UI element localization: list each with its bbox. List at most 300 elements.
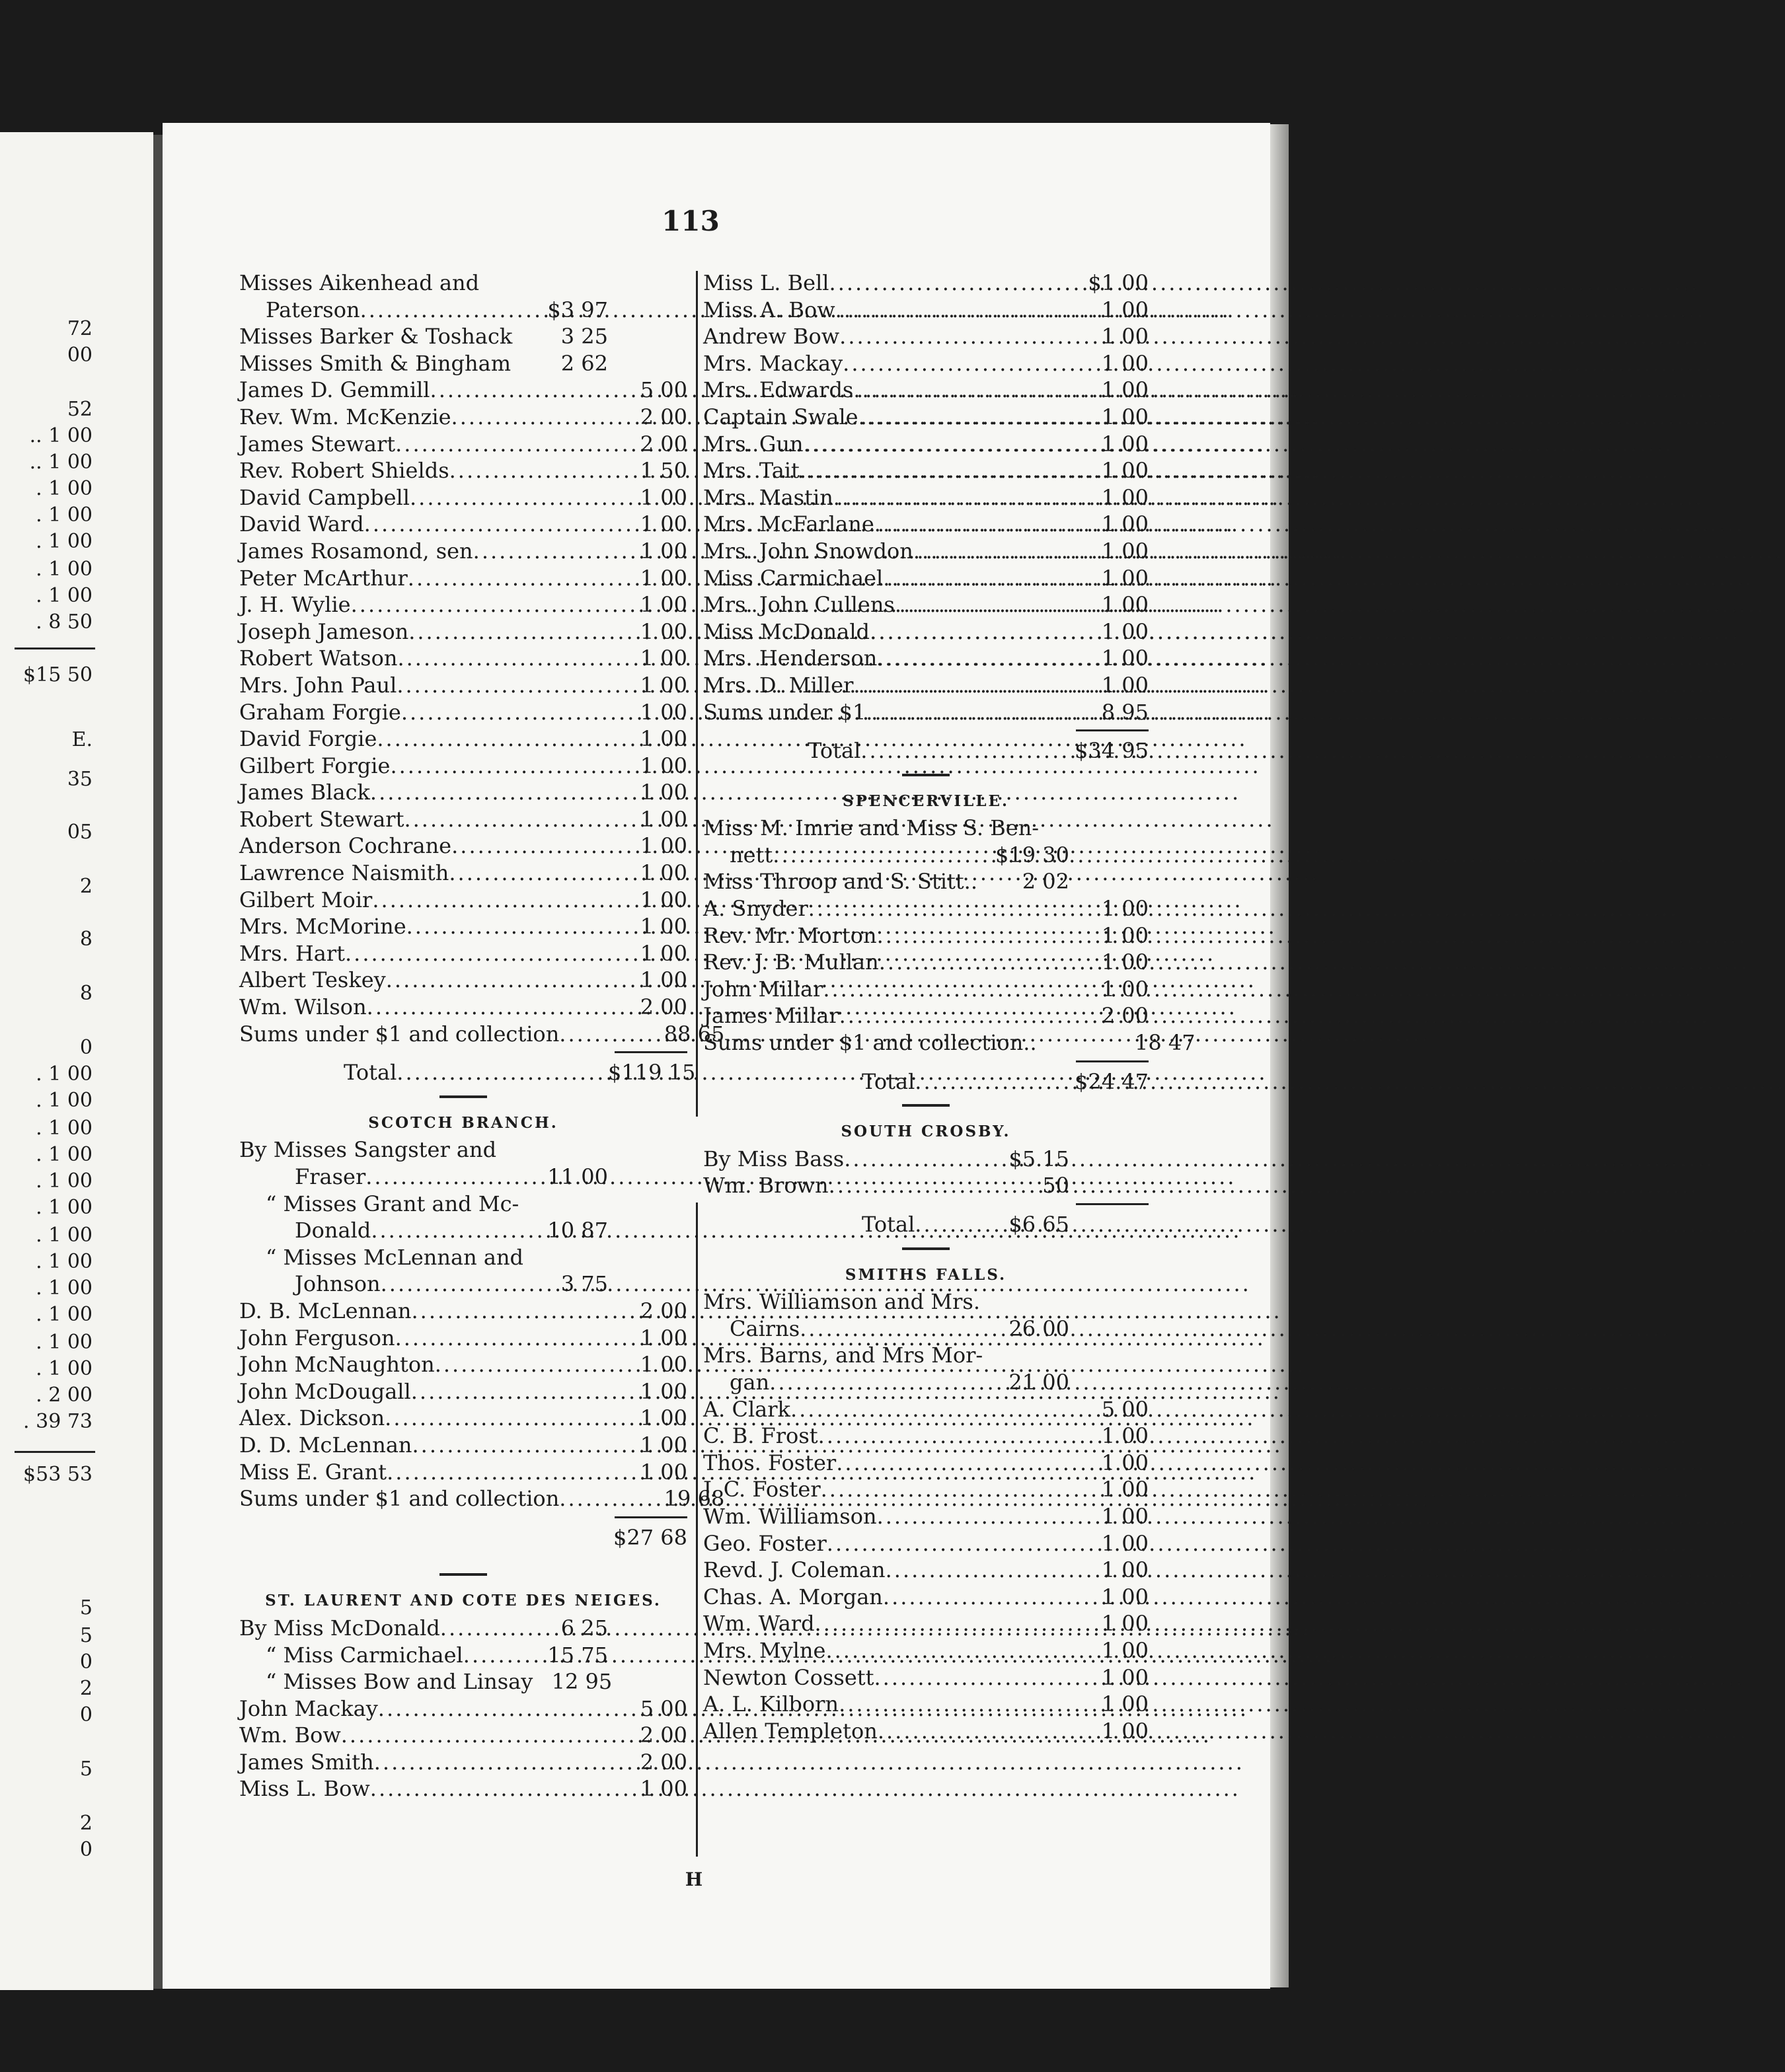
contributor-row [239, 538, 687, 565]
previous-page-text: 00 [67, 344, 93, 367]
contributor-row [703, 377, 1149, 404]
contributor-row [239, 1615, 687, 1642]
contributor-row [239, 1695, 687, 1722]
total-row [703, 737, 1149, 764]
subtotal-amount: 50 [1042, 1173, 1069, 1199]
contributor-name: James Rosamond, sen [239, 538, 473, 564]
contributor-row [239, 753, 687, 780]
amount: 1 00 [640, 726, 687, 752]
contributor-row [703, 511, 1149, 538]
amount: 1 00 [640, 538, 687, 564]
contributor-row [239, 297, 687, 324]
dot-leader [386, 967, 529, 994]
dot-leader [860, 737, 990, 764]
sum-rule [703, 725, 1149, 737]
contributor-row [239, 779, 687, 806]
contributor-name: Mrs. Tait [703, 458, 800, 484]
amount: 1 00 [640, 511, 687, 537]
dot-leader [858, 404, 990, 431]
contributor-row [703, 1476, 1149, 1503]
dot-leader [381, 1271, 529, 1298]
contributor-name: Chas. A. Morgan [703, 1584, 883, 1610]
amount: $34 95 [1075, 738, 1149, 764]
sum-rule [239, 1047, 687, 1059]
previous-page-text: 8 [79, 928, 93, 951]
contributor-name: Donald [295, 1218, 371, 1243]
amount: 1 00 [640, 753, 687, 778]
amount: 1 00 [1101, 976, 1149, 1002]
amount: 1 00 [1101, 672, 1149, 698]
dot-leader [397, 672, 529, 699]
dot-leader [853, 672, 990, 699]
total-label: Total [862, 1212, 915, 1237]
dot-leader [473, 538, 529, 565]
amount: 1 00 [1101, 1718, 1149, 1744]
contributor-row [239, 1244, 687, 1271]
contributor-name: Miss L. Bell [703, 270, 829, 295]
contributor-row [703, 895, 1149, 922]
subtotal-amount: 3 25 [560, 324, 608, 350]
previous-page-text: 2 [79, 1677, 93, 1700]
contributor-name: D. D. McLennan [239, 1432, 412, 1458]
previous-page-text: . 1 00 [36, 1303, 93, 1326]
contributor-row [239, 1642, 687, 1669]
dot-leader [915, 1068, 990, 1095]
contributor-name: A. Clark [703, 1396, 790, 1422]
amount: 1 00 [640, 1325, 687, 1350]
subtotal-amount: 6 25 [560, 1615, 608, 1641]
contributor-row [239, 1524, 687, 1551]
contributor-row [239, 323, 687, 350]
contributor-row [703, 1637, 1149, 1664]
contributor-name: “ Misses McLennan and [266, 1244, 524, 1270]
contributor-row [239, 1164, 687, 1191]
dot-leader [877, 922, 990, 949]
contributor-name: John Ferguson [239, 1325, 395, 1350]
dot-leader [836, 1450, 990, 1477]
dot-leader [829, 270, 990, 297]
dot-leader [395, 1325, 529, 1352]
contributor-name: David Ward [239, 511, 364, 537]
contributor-row [703, 949, 1149, 976]
dot-leader [370, 1775, 529, 1802]
contributor-row [239, 1722, 687, 1749]
dot-leader [364, 511, 529, 538]
section-heading: ST. LAURENT AND COTE DES NEIGES. [265, 1592, 662, 1610]
amount: 1 00 [640, 1432, 687, 1458]
amount: 1 00 [640, 1459, 687, 1485]
contributor-name: Wm. Brown [703, 1173, 829, 1199]
contributor-row [703, 350, 1149, 377]
previous-page-text: . 1 00 [36, 530, 93, 553]
sum-rule [239, 1512, 687, 1524]
contributor-name: “ Misses Bow and Linsay [266, 1669, 533, 1695]
dot-leader [390, 753, 529, 780]
contributor-row [239, 1298, 687, 1325]
contributor-row [239, 860, 687, 887]
dot-leader [345, 940, 529, 967]
left-column [239, 270, 725, 1802]
contributor-row [239, 1325, 687, 1352]
contributor-row [239, 1351, 687, 1378]
previous-page-text: 52 [67, 398, 93, 421]
previous-page-text: . 1 00 [36, 1276, 93, 1300]
dot-leader [430, 377, 529, 404]
amount: 1 00 [1101, 896, 1149, 922]
previous-page-text: . 1 00 [36, 503, 93, 527]
contributor-row [703, 1557, 1149, 1584]
amount: 1 00 [1101, 1450, 1149, 1475]
dot-leader [341, 1722, 529, 1749]
contributor-row [239, 1021, 725, 1048]
dot-leader [370, 779, 529, 806]
dot-leader [790, 1396, 990, 1423]
contributor-row [239, 1485, 725, 1512]
amount: 1 00 [640, 592, 687, 618]
contributor-row [239, 1749, 687, 1776]
contributor-name: D. B. McLennan [239, 1298, 412, 1323]
sum-rule-line [615, 1516, 687, 1518]
amount: $119 15 [608, 1060, 696, 1086]
contributor-name: By Miss McDonald [239, 1615, 440, 1641]
contributor-row [703, 672, 1149, 699]
dot-leader [406, 913, 529, 940]
contributor-name: Sums under $1 [703, 699, 866, 725]
contributor-name: Mrs. Hart [239, 940, 345, 966]
previous-page-text: 5 [79, 1758, 93, 1781]
dot-leader [395, 431, 529, 458]
dot-leader [915, 1211, 990, 1238]
contributor-row [703, 1610, 1149, 1637]
dot-leader [825, 1637, 990, 1664]
dot-leader [463, 1642, 529, 1669]
previous-page-rule [15, 648, 95, 649]
previous-page-text: . 1 00 [36, 558, 93, 581]
contributor-name: Sums under $1 and collection [239, 1486, 560, 1512]
contributor-row [239, 1775, 687, 1802]
dot-leader [870, 618, 990, 646]
previous-page-text: . 1 00 [36, 1196, 93, 1219]
amount: 1 00 [1101, 324, 1149, 350]
subtotal-amount: 15 75 [547, 1642, 608, 1668]
contributor-name: Mrs. John Cullens [703, 592, 895, 618]
dot-leader [412, 1432, 529, 1459]
dot-leader [833, 484, 990, 511]
subtotal-amount: 12 95 [551, 1669, 613, 1695]
total-label: Total [862, 1068, 915, 1094]
subtotal-amount: 21 00 [1008, 1369, 1069, 1395]
amount: 1 00 [1101, 404, 1149, 429]
dot-leader [377, 725, 529, 753]
amount: $1 00 [1088, 270, 1149, 295]
amount: 2 00 [1101, 1003, 1149, 1029]
contributor-name: Thos. Foster [703, 1450, 837, 1475]
contributor-row [703, 591, 1149, 618]
contributor-name: Misses Aikenhead and [239, 270, 480, 295]
dot-leader [883, 565, 990, 592]
amount: 1 00 [640, 1378, 687, 1404]
right-column [703, 270, 1196, 1744]
amount: 1 00 [1101, 1530, 1149, 1556]
contributor-row [703, 1718, 1149, 1745]
contributor-row [703, 457, 1149, 484]
dot-leader [829, 1172, 990, 1199]
amount: 1 00 [1101, 297, 1149, 322]
dot-leader [440, 1615, 529, 1642]
contributor-name: Misses Barker & Toshack [239, 324, 513, 350]
dot-leader [877, 1503, 990, 1530]
amount: 2 00 [640, 1749, 687, 1775]
previous-page-text: .. 1 00 [29, 451, 93, 474]
previous-page-text: . 1 00 [36, 1169, 93, 1193]
contributor-row [703, 404, 1149, 431]
contributor-row [239, 270, 687, 297]
contributor-name: Rev. Wm. McKenzie [239, 404, 451, 429]
contributor-row [703, 538, 1149, 565]
amount: 1 00 [1101, 538, 1149, 564]
dot-leader [835, 297, 990, 324]
dot-leader [808, 895, 990, 922]
contributor-row [239, 457, 687, 484]
section-rule [902, 1247, 950, 1250]
dot-leader [804, 431, 990, 458]
dot-leader [800, 1315, 990, 1343]
contributor-row [239, 1405, 687, 1432]
contributor-name: Mrs. Edwards [703, 377, 854, 403]
contributor-row [703, 1172, 1149, 1199]
amount: 1 00 [1101, 1557, 1149, 1583]
contributor-name: Peter McArthur [239, 565, 408, 591]
contributor-row [239, 565, 687, 592]
dot-leader [895, 591, 990, 618]
contributor-row [239, 1432, 687, 1459]
dot-leader [451, 832, 529, 860]
contributor-name: Mrs. McFarlane [703, 511, 874, 537]
subtotal-amount: 2 02 [1022, 869, 1069, 895]
previous-page-text: . 39 73 [23, 1410, 93, 1433]
previous-page-text: . 2 00 [36, 1384, 93, 1407]
contributor-name: By Miss Bass [703, 1146, 845, 1171]
contributor-row [239, 377, 687, 404]
amount: 1 00 [1101, 1637, 1149, 1663]
amount: 5 00 [640, 1695, 687, 1721]
section-heading: SPENCERVILLE. [842, 792, 1010, 810]
previous-page-text: 72 [67, 317, 93, 340]
dot-leader [449, 860, 529, 887]
contributor-row [703, 484, 1149, 511]
sum-rule-line [1076, 1203, 1149, 1205]
subtotal-amount: 2 62 [560, 350, 608, 376]
dot-leader [408, 618, 529, 646]
spacer [239, 1551, 687, 1564]
dot-leader [410, 484, 529, 511]
dot-leader [877, 645, 990, 672]
contributor-name: J. H. Wylie [239, 592, 351, 618]
previous-page-text: . 1 00 [36, 477, 93, 500]
section-rule [902, 1104, 950, 1107]
dot-leader [879, 949, 990, 976]
previous-page-text: 2 [79, 875, 93, 898]
total-row [703, 1068, 1149, 1095]
contributor-row [703, 922, 1149, 949]
previous-page-text: 5 [79, 1624, 93, 1647]
sum-rule [703, 1199, 1149, 1211]
contributor-row [703, 1002, 1149, 1029]
contributor-name: Wm. Ward [703, 1611, 815, 1637]
dot-leader [823, 976, 990, 1003]
dot-leader [827, 1530, 990, 1557]
contributor-row [703, 1029, 1196, 1056]
contributor-name: Anderson Cochrane [239, 833, 452, 859]
dot-leader [372, 887, 529, 914]
contributor-row [703, 1146, 1149, 1173]
amount: 1 00 [1101, 646, 1149, 671]
contributor-row [239, 832, 687, 860]
amount: 1 00 [640, 940, 687, 966]
contributor-name: Miss Throop and S. Stitt.. [703, 869, 977, 895]
contributor-row [239, 431, 687, 458]
amount: 8 95 [1101, 699, 1149, 725]
amount: 2 00 [640, 1722, 687, 1748]
amount: 1 00 [1101, 1503, 1149, 1529]
contributor-row [703, 1503, 1149, 1530]
contributor-name: Mrs. John Snowdon [703, 538, 913, 564]
contributor-name: Cairns [730, 1315, 800, 1341]
contributor-name: Misses Smith & Bingham [239, 350, 512, 376]
amount: 88 65 [664, 1021, 725, 1047]
amount: 1 00 [1101, 458, 1149, 484]
dot-leader [397, 645, 529, 672]
previous-page-text: 5 [79, 1596, 93, 1619]
amount: 1 00 [1101, 377, 1149, 403]
subtotal-amount: 10 87 [547, 1218, 608, 1243]
dot-leader [365, 1164, 529, 1191]
amount: 1 00 [640, 565, 687, 591]
contributor-row [703, 1288, 1149, 1315]
previous-page-text: . 1 00 [36, 584, 93, 607]
contributor-row [703, 1584, 1149, 1611]
previous-page-text: 8 [79, 982, 93, 1005]
contributor-row [703, 1691, 1149, 1718]
contributor-name: Newton Cossett [703, 1664, 874, 1690]
contributor-row [239, 940, 687, 967]
dot-leader [773, 842, 990, 869]
contributor-row [239, 1191, 687, 1218]
dot-leader [821, 1476, 990, 1503]
contributor-row [239, 1217, 687, 1244]
contributor-name: Miss A. Bow [703, 297, 835, 322]
amount: 1 00 [640, 1352, 687, 1378]
dot-leader [351, 591, 529, 618]
amount: 1 00 [640, 1405, 687, 1431]
amount: 1 00 [1101, 431, 1149, 457]
dot-leader [449, 457, 529, 484]
contributor-name: Robert Stewart [239, 806, 404, 832]
contributor-name: “ Misses Grant and Mc- [266, 1191, 519, 1216]
contributor-row [239, 1459, 687, 1486]
contributor-name: Mrs. Gun [703, 431, 804, 457]
amount: 1 00 [1101, 922, 1149, 948]
previous-page-text: . 1 00 [36, 1331, 93, 1354]
contributor-name: Rev. J. B. Mullan [703, 949, 879, 975]
contributor-name: Gilbert Moir [239, 887, 373, 912]
contributor-row [239, 350, 687, 377]
contributor-row [703, 699, 1149, 726]
amount: 1 00 [640, 1776, 687, 1802]
amount: 1 00 [1101, 1477, 1149, 1502]
amount: 1 50 [640, 458, 687, 484]
contributor-row [239, 1136, 687, 1164]
dot-leader [818, 1423, 990, 1450]
dot-leader [815, 1610, 990, 1637]
dot-leader [411, 1378, 529, 1405]
dot-leader [843, 350, 990, 377]
contributor-row [239, 511, 687, 538]
subtotal-amount: 11 00 [547, 1164, 608, 1189]
contributor-row [239, 1668, 687, 1695]
contributor-row [703, 1396, 1149, 1423]
dot-leader [378, 1695, 529, 1722]
contributor-row [239, 887, 687, 914]
previous-page-text: . 1 00 [36, 1062, 93, 1086]
dot-leader [874, 511, 990, 538]
previous-page-text: 2 [79, 1812, 93, 1835]
dot-leader [559, 1485, 566, 1512]
dot-leader [866, 699, 990, 726]
contributor-name: Albert Teskey [239, 967, 386, 993]
dot-leader [839, 323, 990, 350]
contributor-name: Mrs. Williamson and Mrs. [703, 1289, 980, 1315]
amount: 1 00 [640, 967, 687, 993]
amount: $27 68 [613, 1524, 687, 1550]
previous-page-text: . 1 00 [36, 1224, 93, 1247]
amount: 1 00 [1101, 1611, 1149, 1637]
dot-leader [769, 1369, 990, 1396]
contributor-row [703, 431, 1149, 458]
previous-page-text: 0 [79, 1703, 93, 1726]
contributor-row [239, 591, 687, 618]
amount: 1 00 [640, 484, 687, 510]
contributor-name: James D. Gemmill [239, 377, 430, 403]
contributor-row [239, 967, 687, 994]
dot-leader [367, 994, 529, 1021]
amount: 1 00 [1101, 350, 1149, 376]
contributor-name: Mrs. D. Miller [703, 672, 854, 698]
previous-page-fragment [0, 132, 153, 1990]
contributor-name: By Misses Sangster and [239, 1137, 497, 1163]
contributor-name: gan [730, 1369, 770, 1395]
dot-leader [559, 1021, 566, 1048]
contributor-row [239, 994, 687, 1021]
contributor-row [239, 404, 687, 431]
contributor-row [239, 1378, 687, 1405]
contributor-row [703, 1450, 1149, 1477]
section-rule [902, 774, 950, 776]
amount: 1 00 [640, 780, 687, 805]
sum-rule-line [615, 1051, 687, 1053]
contributor-name: James Smith [239, 1749, 374, 1775]
previous-page-text: . 1 00 [36, 1357, 93, 1380]
amount: 1 00 [1101, 484, 1149, 510]
previous-page-text: . 1 00 [36, 1117, 93, 1140]
contributor-row [703, 323, 1149, 350]
contributor-name: James Millar [703, 1003, 839, 1029]
contributor-row [703, 1342, 1149, 1369]
subtotal-amount: $5 15 [1008, 1146, 1069, 1171]
total-label: Total [344, 1060, 397, 1086]
contributor-name: John McDougall [239, 1378, 411, 1404]
contributor-name: Wm. Williamson [703, 1503, 877, 1529]
